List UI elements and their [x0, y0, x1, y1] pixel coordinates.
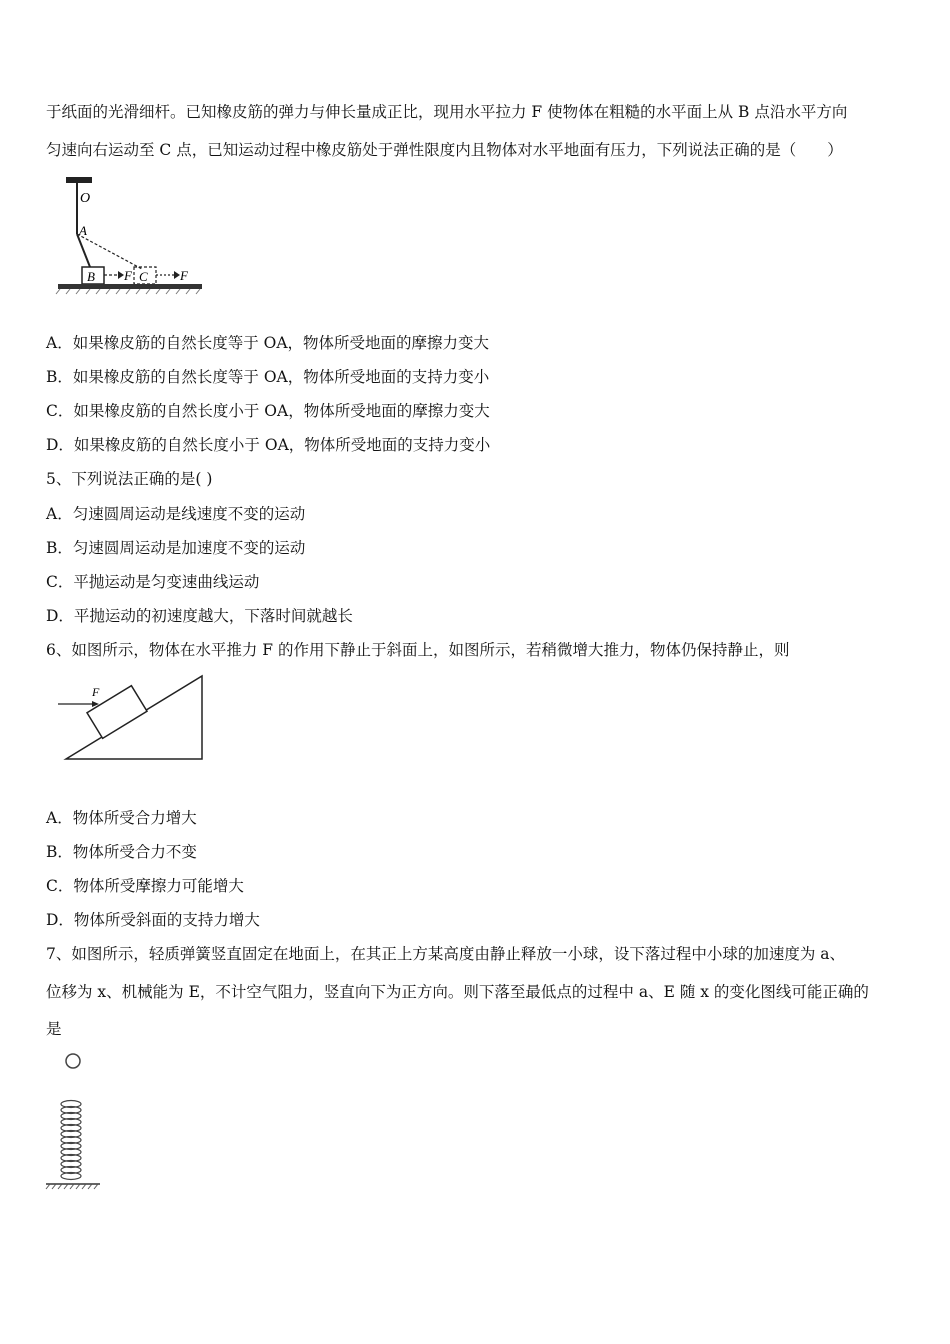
label-f1: F — [124, 268, 132, 283]
q7-stem-line3: 是 — [46, 1020, 62, 1038]
label-c: C — [139, 269, 148, 284]
label-f: F — [92, 685, 100, 699]
rubber-band-ac-dashed — [77, 234, 142, 269]
q5-option-a: A．匀速圆周运动是线速度不变的运动 — [46, 505, 306, 523]
q4-option-b: B．如果橡皮筋的自然长度等于 OA，物体所受地面的支持力变小 — [46, 368, 490, 386]
label-a: A — [79, 223, 87, 238]
q5-option-d: D．平抛运动的初速度越大，下落时间就越长 — [46, 607, 353, 625]
q4-stem-line1: 于纸面的光滑细杆。已知橡皮筋的弹力与伸长量成正比，现用水平拉力 F 使物体在粗糙的水平面上从 B 点沿水平方向 — [46, 103, 848, 121]
q6-option-b: B．物体所受合力不变 — [46, 843, 197, 861]
label-o: O — [80, 191, 91, 206]
q7-spring-figure — [42, 1046, 104, 1194]
q5-option-b: B．匀速圆周运动是加速度不变的运动 — [46, 539, 306, 557]
q7-stem-line1: 7、如图所示，轻质弹簧竖直固定在地面上，在其正上方某高度由静止释放一小球，设下落过程中小球的加速度为 a、 — [46, 945, 846, 963]
label-f2: F — [180, 268, 188, 283]
q4-option-a: A．如果橡皮筋的自然长度等于 OA，物体所受地面的摩擦力变大 — [46, 334, 490, 352]
q6-option-d: D．物体所受斜面的支持力增大 — [46, 911, 260, 929]
q4-stem-line2: 匀速向右运动至 C 点，已知运动过程中橡皮筋处于弹性限度内且物体对水平地面有压力，下列说法正确的是（ ） — [46, 141, 843, 159]
q6-option-c: C．物体所受摩擦力可能增大 — [46, 877, 244, 895]
ball — [66, 1054, 80, 1068]
q4-option-c: C．如果橡皮筋的自然长度小于 OA，物体所受地面的摩擦力变大 — [46, 402, 490, 420]
q4-rubber-band-figure — [44, 174, 210, 302]
q5-option-c: C．平抛运动是匀变速曲线运动 — [46, 573, 260, 591]
ceiling-support — [66, 177, 92, 183]
ground — [58, 284, 202, 289]
q5-stem: 5、下列说法正确的是( ) — [46, 470, 213, 488]
q6-incline-figure — [56, 672, 208, 764]
spring — [61, 1101, 81, 1180]
q4-option-d: D．如果橡皮筋的自然长度小于 OA，物体所受地面的支持力变小 — [46, 436, 491, 454]
q6-stem: 6、如图所示，物体在水平推力 F 的作用下静止于斜面上，如图所示，若稍微增大推力，物体仍保持静止，则 — [46, 641, 790, 659]
q7-stem-line2: 位移为 x、机械能为 E，不计空气阻力，竖直向下为正方向。则下落至最低点的过程中 a、E 随 x 的变化图线可能正确的 — [46, 983, 869, 1001]
label-b: B — [87, 269, 95, 284]
q6-option-a: A．物体所受合力增大 — [46, 809, 197, 827]
rubber-band-ab — [77, 234, 90, 267]
